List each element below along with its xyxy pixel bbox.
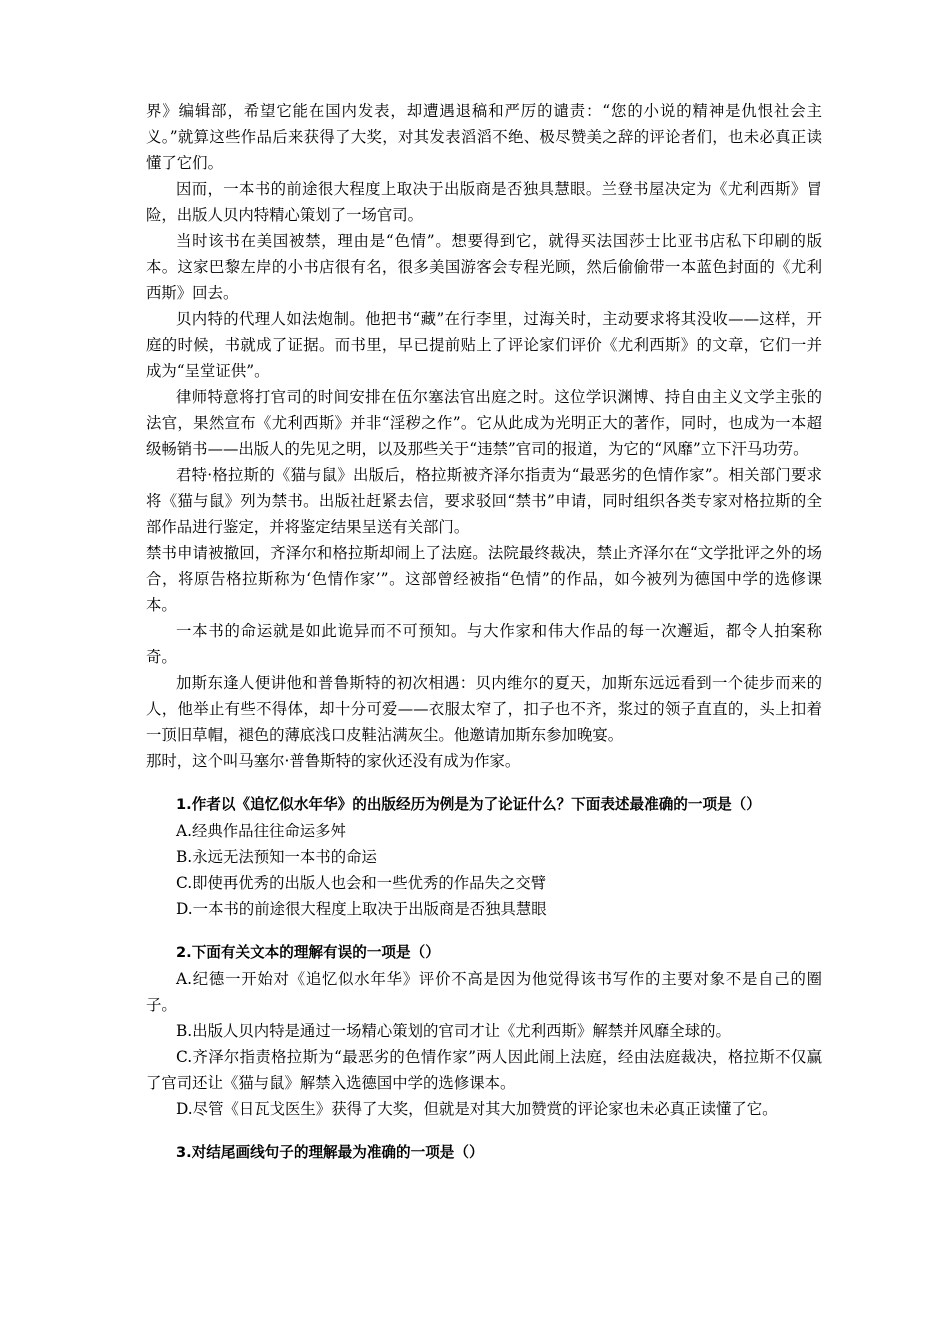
- question-title: 3.对结尾画线句子的理解最为准确的一项是（）: [176, 1144, 484, 1161]
- option-c: C.齐泽尔指责格拉斯为“最恶劣的色情作家”两人因此闹上法庭，经由法庭裁决，格拉斯不仅赢了官司还让《猫与鼠》解禁入选德国中学的选修课本。: [146, 1048, 822, 1092]
- option-a: A.经典作品往往命运多舛: [176, 822, 346, 840]
- spacer: [146, 774, 822, 792]
- passage-paragraph: 律师特意将打官司的时间安排在伍尔塞法官出庭之时。这位学识渊博、持自由主义文学主张的法官，果然宣布《尤利西斯》并非“淫秽之作”。它从此成为光明正大的著作，同时，也成为一本超级畅销书——出版人的先见之明，以及那些关于“违禁”官司的报道，为它的“风靡”立下汗马功劳。: [146, 388, 822, 458]
- passage-paragraph: 贝内特的代理人如法炮制。他把书“藏”在行李里，过海关时，主动要求将其没收——这样，开庭的时候，书就成了证据。而书里，早已提前贴上了评论家们评价《尤利西斯》的文章，它们一并成为“呈堂证供”。: [146, 310, 822, 380]
- passage: [146, 98, 822, 774]
- option-a: A.纪德一开始对《追忆似水年华》评价不高是因为他觉得该书写作的主要对象不是自己的圈子。: [146, 970, 822, 1014]
- spacer: [146, 922, 822, 940]
- question-1: [146, 792, 822, 922]
- passage-paragraph: 界》编辑部，希望它能在国内发表，却遭遇退稿和严厉的谴责：“您的小说的精神是仇恨社会主义。”就算这些作品后来获得了大奖，对其发表滔滔不绝、极尽赞美之辞的评论者们，也未必真正读懂了它们。: [146, 102, 822, 172]
- passage-paragraph: 当时该书在美国被禁，理由是“色情”。想要得到它，就得买法国莎士比亚书店私下印刷的版本。这家巴黎左岸的小书店很有名，很多美国游客会专程光顾，然后偷偷带一本蓝色封面的《尤利西斯》回去。: [146, 232, 822, 302]
- question-title: 2.下面有关文本的理解有误的一项是（）: [176, 944, 440, 961]
- passage-paragraph: 那时，这个叫马塞尔·普鲁斯特的家伙还没有成为作家。: [146, 752, 521, 770]
- passage-paragraph: 君特·格拉斯的《猫与鼠》出版后，格拉斯被齐泽尔指责为“最恶劣的色情作家”。相关部门要求将《猫与鼠》列为禁书。出版社赶紧去信，要求驳回“禁书”申请，同时组织各类专家对格拉斯的全部作品进行鉴定，并将鉴定结果呈送有关部门。: [146, 466, 822, 536]
- option-d: D.尽管《日瓦戈医生》获得了大奖，但就是对其大加赞赏的评论家也未必真正读懂了它。: [176, 1100, 778, 1118]
- passage-paragraph: 禁书申请被撤回，齐泽尔和格拉斯却闹上了法庭。法院最终裁决，禁止齐泽尔在“文学批评之外的场合，将原告格拉斯称为‘色情作家’”。这部曾经被指“色情”的作品，如今被列为德国中学的选修课本。: [146, 544, 822, 614]
- spacer: [146, 1122, 822, 1140]
- passage-paragraph: 加斯东逢人便讲他和普鲁斯特的初次相遇：贝内维尔的夏天，加斯东远远看到一个徒步而来的人，他举止有些不得体，却十分可爱——衣服太窄了，扣子也不齐，浆过的领子直直的，头上扣着一顶旧草帽，褪色的薄底浅口皮鞋沾满灰尘。他邀请加斯东参加晚宴。: [146, 674, 822, 744]
- question-2: [146, 940, 822, 1122]
- passage-paragraph: 一本书的命运就是如此诡异而不可预知。与大作家和伟大作品的每一次邂逅，都令人拍案称奇。: [146, 622, 822, 666]
- option-d: D.一本书的前途很大程度上取决于出版商是否独具慧眼: [176, 900, 547, 918]
- passage-paragraph: 因而，一本书的前途很大程度上取决于出版商是否独具慧眼。兰登书屋决定为《尤利西斯》冒险，出版人贝内特精心策划了一场官司。: [146, 180, 822, 224]
- document-page: [146, 98, 822, 1166]
- option-b: B.出版人贝内特是通过一场精心策划的官司才让《尤利西斯》解禁并风靡全球的。: [176, 1022, 731, 1040]
- option-b: B.永远无法预知一本书的命运: [176, 848, 377, 866]
- option-c: C.即使再优秀的出版人也会和一些优秀的作品失之交臂: [176, 874, 547, 892]
- question-3: [146, 1140, 822, 1166]
- question-title: 1.作者以《追忆似水年华》的出版经历为例是为了论证什么？下面表述最准确的一项是（）: [176, 796, 761, 813]
